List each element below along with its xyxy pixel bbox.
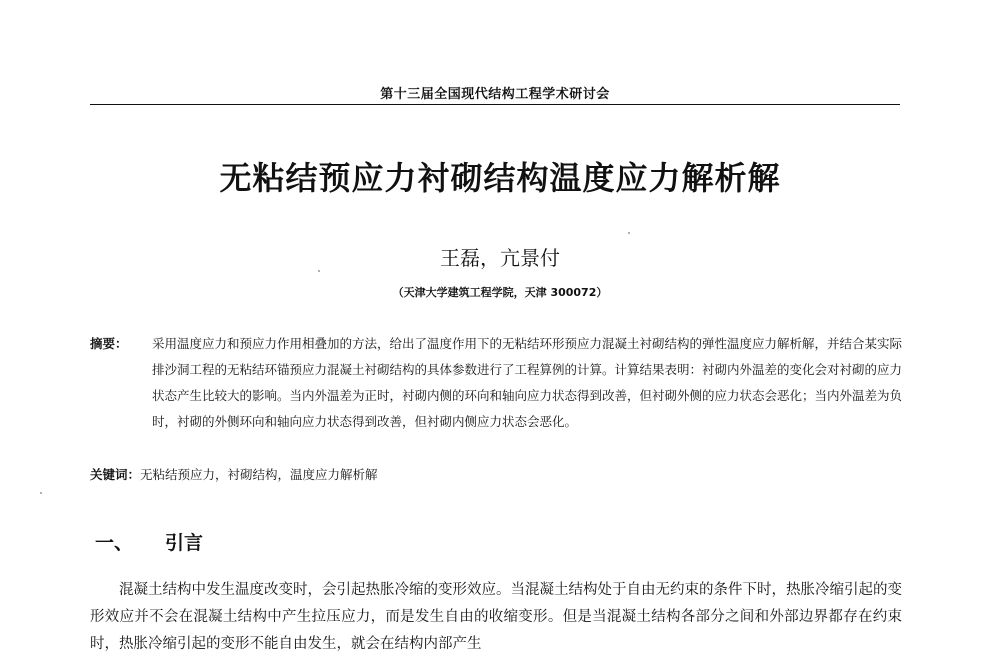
section-title: 引言: [165, 532, 204, 554]
paper-affiliation: （天津大学建筑工程学院，天津 300072）: [392, 286, 608, 299]
abstract-label: 摘要：: [90, 336, 128, 351]
header-rule: [90, 104, 900, 105]
paper-title: 无粘结预应力衬砌结构温度应力解析解: [219, 159, 781, 197]
scan-speck: [318, 270, 320, 272]
section-heading: [95, 528, 203, 555]
scan-speck: [40, 492, 42, 494]
body-paragraph: 混凝土结构中发生温度改变时，会引起热胀冷缩的变形效应。当混凝土结构处于自由无约束的条件下时，热胀冷缩引起的变形效应并不会在混凝土结构中产生拉压应力，而是发生自由的收缩变形。但是当混凝土结构各部分之间和外部边界都存在约束时，热胀冷缩引起的变形不能自由发生，就会在结构内部产生: [90, 582, 902, 652]
abstract-body: 采用温度应力和预应力作用相叠加的方法，给出了温度作用下的无粘结环形预应力混凝土衬砌结构的弹性温度应力解析解，并结合某实际排沙洞工程的无粘结环锚预应力混凝土衬砌结构的具体参数进行了工程算例的计算。计算结果表明：衬砌内外温差的变化会对衬砌的应力状态产生比较大的影响。当内外温差为正时，衬砌内侧的环向和轴向应力状态得到改善，但衬砌外侧的应力状态会恶化；当内外温差为负时，衬砌的外侧环向和轴向应力状态得到改善，但衬砌内侧应力状态会恶化。: [152, 336, 903, 429]
keywords-label: 关键词：: [90, 467, 141, 482]
abstract: [90, 331, 902, 435]
section-number: 一、: [95, 532, 134, 554]
running-header: 第十三届全国现代结构工程学术研讨会: [380, 87, 610, 102]
keywords: [90, 462, 902, 488]
keywords-text: 无粘结预应力，衬砌结构，温度应力解析解: [140, 467, 378, 482]
scan-speck: [628, 232, 630, 234]
paper-authors: 王磊，亢景付: [440, 246, 560, 270]
